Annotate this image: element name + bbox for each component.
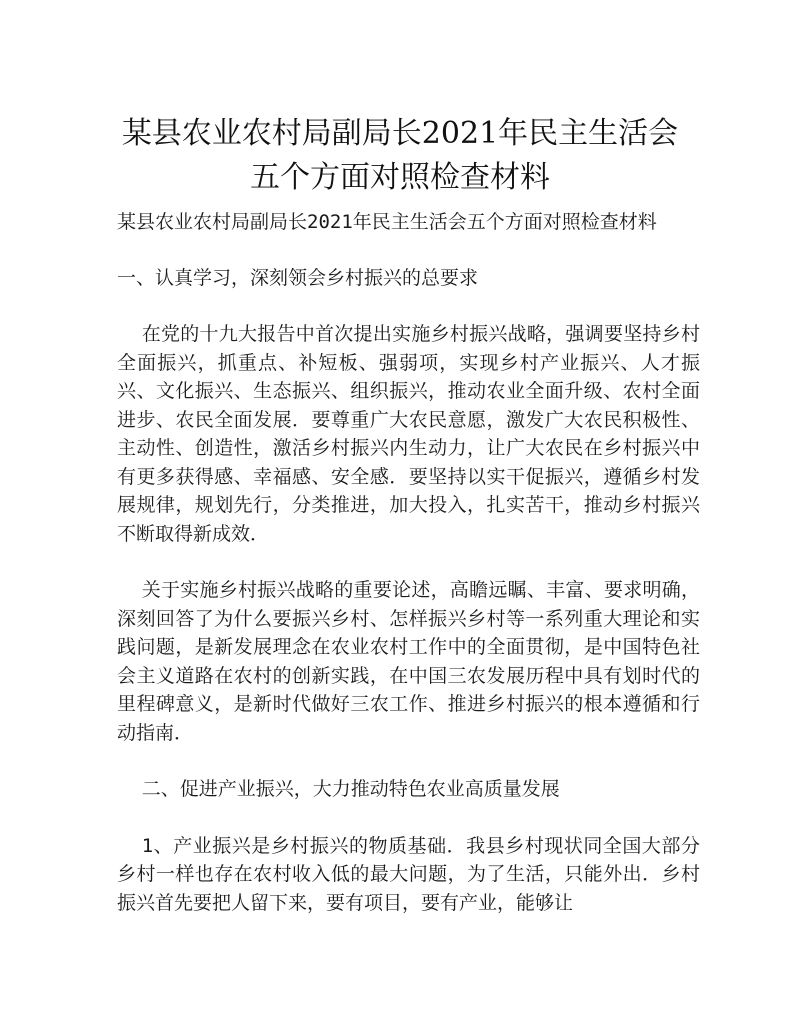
paragraph: 在党的十九大报告中首次提出实施乡村振兴战略，强调要坚持乡村全面振兴，抓重点、补短板、强弱项，实现乡村产业振兴、人才振兴、文化振兴、生态振兴、组织振兴，推动农业全面升级、农村全面进步、农民全面发展．要尊重广大农民意愿，激发广大农民积极性、主动性、创造性，激活乡村振兴内生动力，让广大农民在乡村振兴中有更多获得感、幸福感、安全感．要坚持以实干促振兴，遵循乡村发展规律，规划先行，分类推进，加大投入，扎实苦干，推动乡村振兴不断取得新成效． [117, 323, 700, 545]
section-heading-2: 二、促进产业振兴，大力推动特色农业高质量发展 [141, 778, 560, 800]
document-title: 某县农业农村局副局长2021年民主生活会五个方面对照检查材料 [121, 116, 679, 195]
paragraph: 1、产业振兴是乡村振兴的物质基础．我县乡村现状同全国大部分乡村一样也存在农村收入低的最大问题，为了生活，只能外出．乡村振兴首先要把人留下来，要有项目，要有产业，能够让 [117, 834, 700, 914]
paragraph: 关于实施乡村振兴战略的重要论述，高瞻远瞩、丰富、要求明确，深刻回答了为什么要振兴乡村、怎样振兴乡村等一系列重大理论和实践问题，是新发展理念在农业农村工作中的全面贯彻，是中国特色社会主义道路在农村的创新实践，在中国三农发展历程中具有划时代的里程碑意义，是新时代做好三农工作、推进乡村振兴的根本遵循和行动指南． [117, 579, 700, 744]
document-body [117, 208, 700, 945]
section-heading-1: 一、认真学习，深刻领会乡村振兴的总要求 [117, 266, 479, 289]
document-subtitle: 某县农业农村局副局长2021年民主生活会五个方面对照检查材料 [117, 211, 657, 233]
